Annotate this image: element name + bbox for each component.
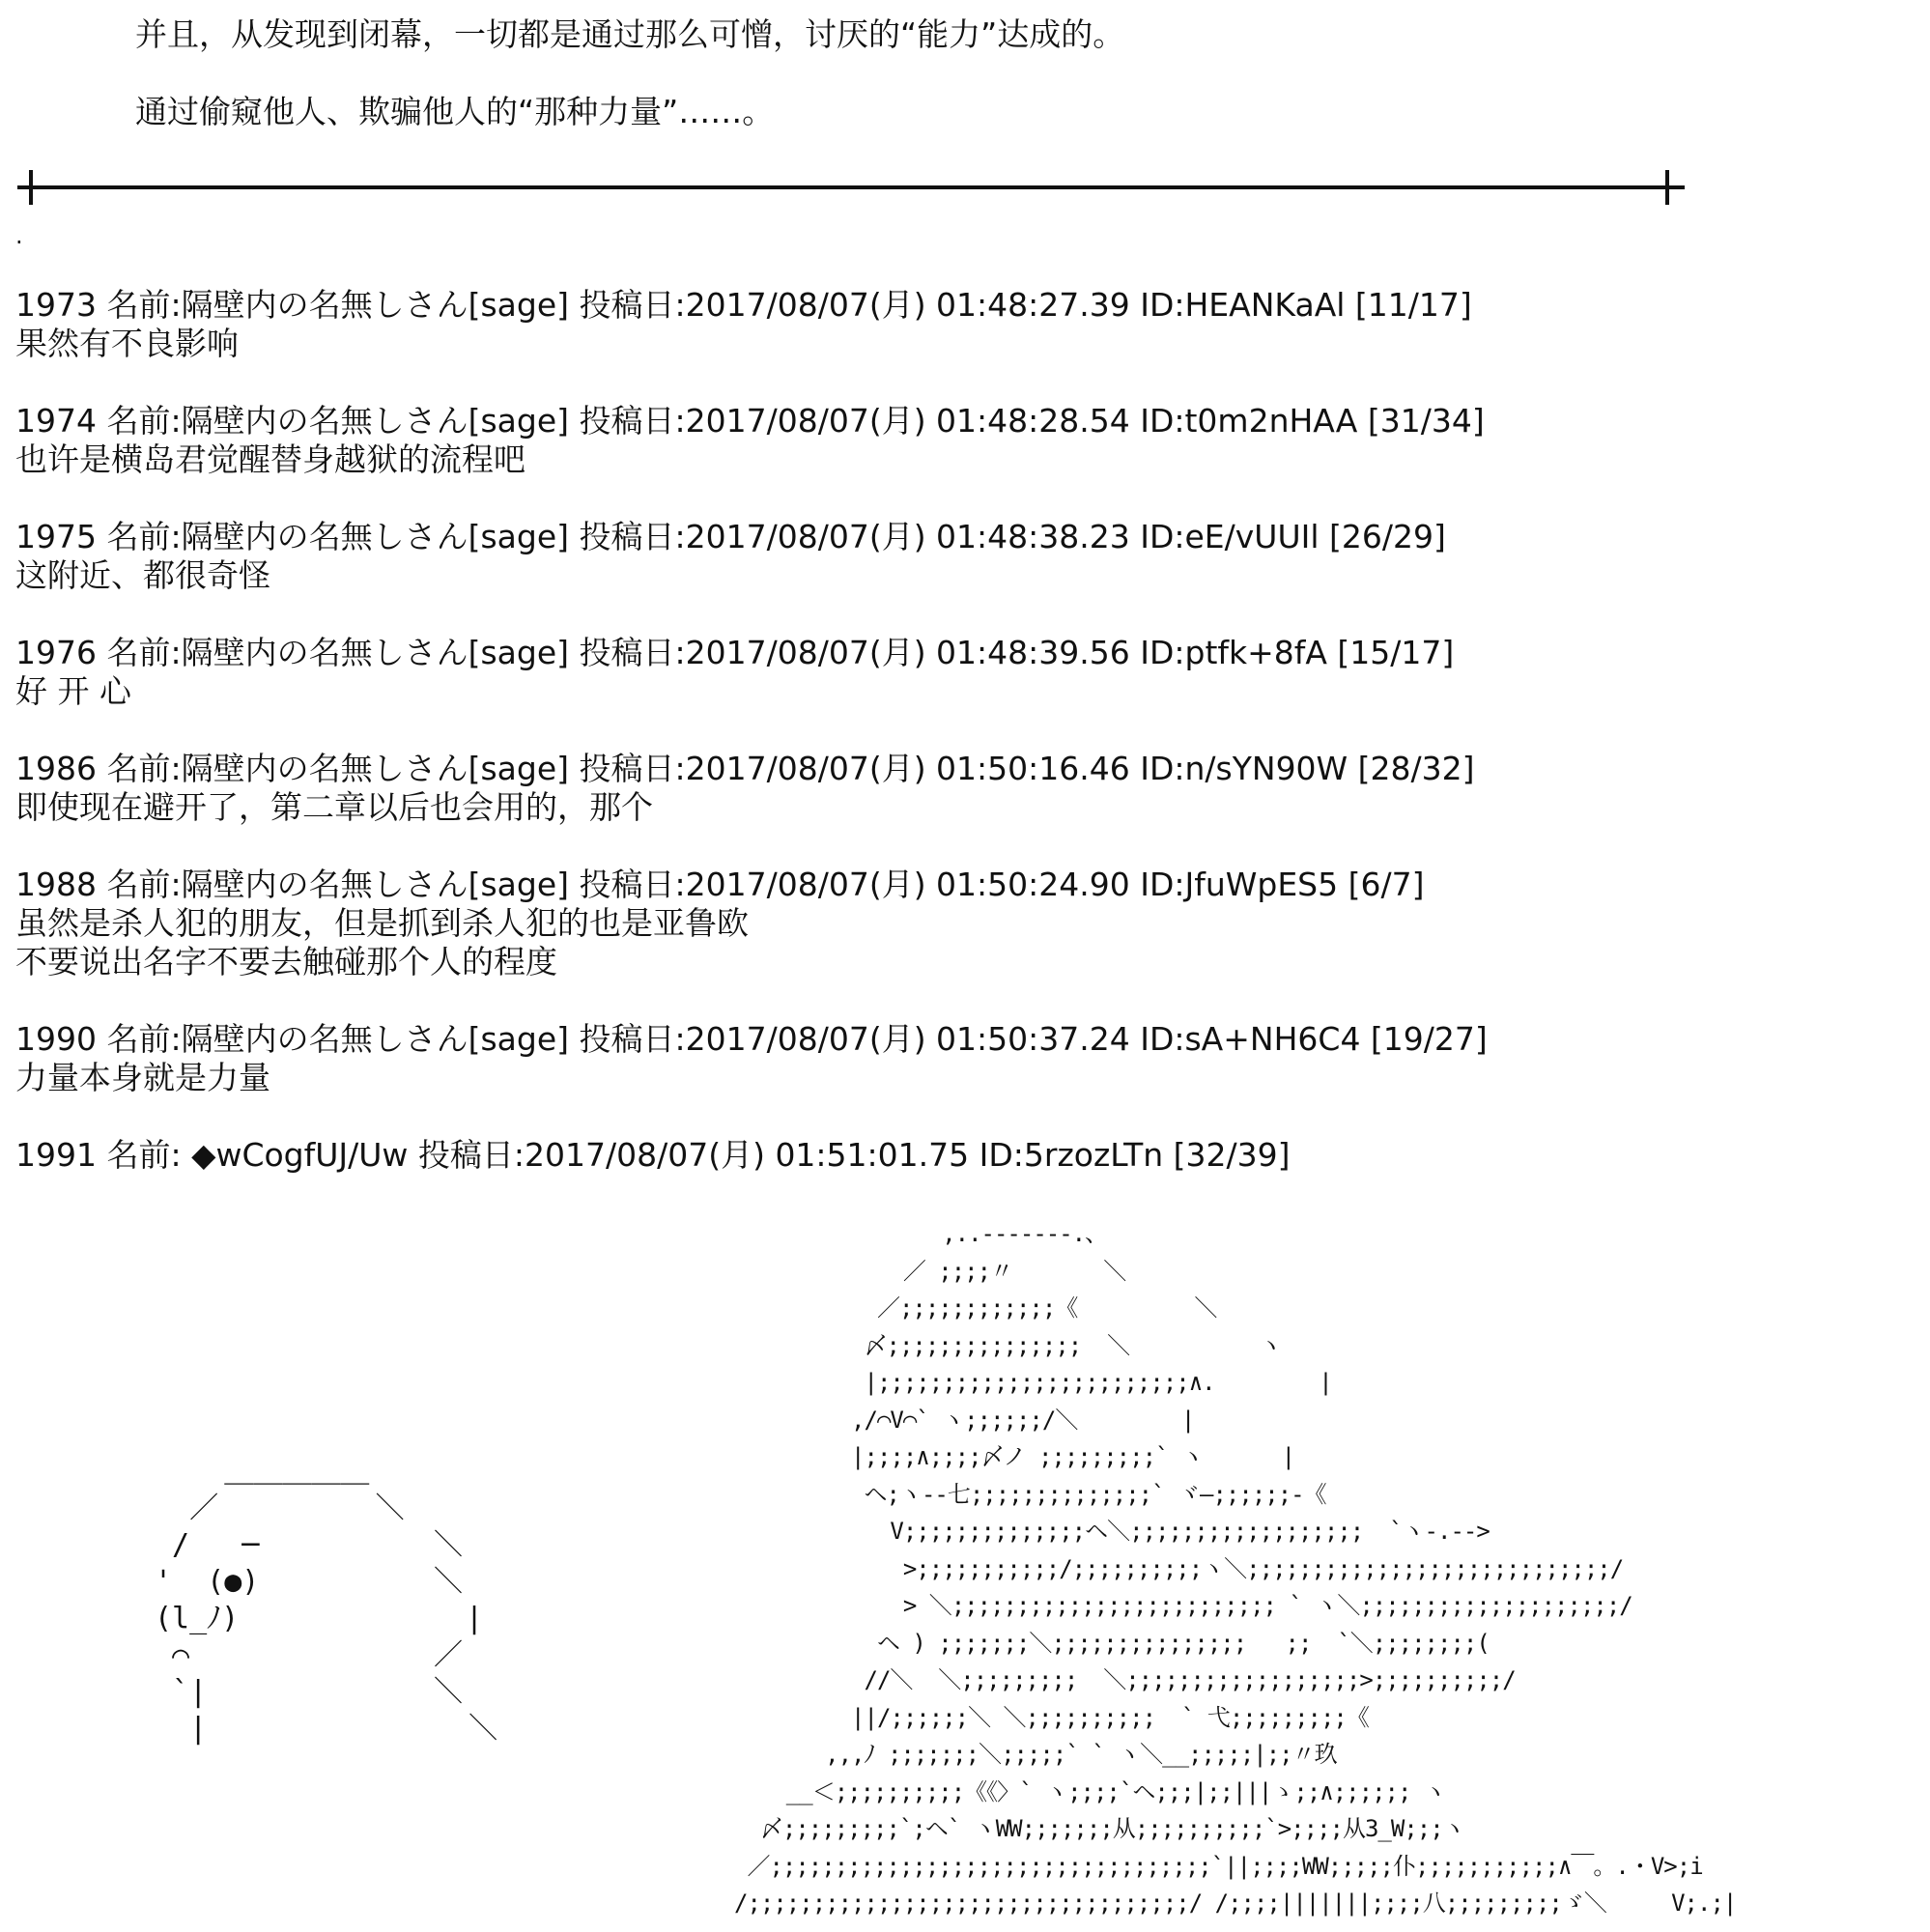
- post-body-line: 力量本身就是力量: [15, 1059, 270, 1096]
- post-1990: [15, 1020, 1488, 1097]
- post-body-line: 不要说出名字不要去触碰那个人的程度: [15, 943, 557, 980]
- post-body-line: 好 开 心: [15, 672, 131, 710]
- separator-left-cap: [29, 170, 33, 205]
- post-body-line: 即使现在避开了，第二章以后也会用的，那个: [15, 788, 653, 826]
- post-1988: [15, 866, 1424, 981]
- post-header: 1974 名前:隔壁内の名無しさん[sage] 投稿日:2017/08/07(月) 01:48:28.54 ID:t0m2nHAA [31/34]: [15, 402, 1485, 440]
- ascii-art-character-left: ＿＿＿＿＿ ／ ＼ / ─ ＼ ' (●) ＼ (l_ﾉ) | ⌒ ／ `| ＼ | ＼: [155, 1455, 498, 1746]
- post-body-line: 虽然是杀人犯的朋友，但是抓到杀人犯的也是亚鲁欧: [15, 904, 749, 942]
- narration-line-2: 通过偷窥他人、欺骗他人的“那种力量”……。: [135, 93, 775, 130]
- post-1973: [15, 286, 1472, 363]
- post-header: 1986 名前:隔壁内の名無しさん[sage] 投稿日:2017/08/07(月) 01:50:16.46 ID:n/sYN90W [28/32]: [15, 750, 1475, 787]
- post-header: 1991 名前: ◆wCogfUJ/Uw 投稿日:2017/08/07(月) 01:51:01.75 ID:5rzozLTn [32/39]: [15, 1136, 1291, 1174]
- horizontal-separator: [17, 185, 1685, 189]
- narration-line-1: 并且，从发现到闭幕，一切都是通过那么可憎，讨厌的“能力”达成的。: [135, 15, 1125, 53]
- separator-dot: .: [15, 222, 23, 249]
- post-header: 1973 名前:隔壁内の名無しさん[sage] 投稿日:2017/08/07(月) 01:48:27.39 ID:HEANKaAl [11/17]: [15, 286, 1472, 324]
- separator-right-cap: [1665, 170, 1669, 205]
- post-body-line: 果然有不良影响: [15, 325, 239, 362]
- post-1974: [15, 402, 1485, 479]
- ascii-art-character-right: ,..-‐-----.、 ／ ;;;;〃 ＼ ／;;;;;;;;;;;;《 ＼ 〆;;;;;;;;;;;;;;; ＼ ヽ |;;;;;;;;;;;;;;;;;;;;;;;;∧. | ,/⌒V⌒` ヽ;;;;;;/＼ | |;;;;∧;;;;〆ノ ;;;;;;;;;` ヽ | ヘ;ヽ-‐七;;;;;;;;;;;;;;` ヾ―;;;;;;-《 V;;;;;;;;;;;;;;ヘ＼;;;;;;;;;;;;;;;;;; `ヽ-.-‐> >;;;;;;;;;;;/;;;;;;;;;;ヽ＼;;;;;;;;;;;;;;;;;;;;;;;;;;;;/ > ＼;;;;;;;;;;;;;;;;;;;;;;;;; ` ヽ＼;;;;;;;;;;;;;;;;;;;;/ ヘ ) ;;;;;;;＼;;;;;;;;;;;;;;; ;; `＼;;;;;;;;( //＼ ＼;;;;;;;;; ＼;;;;;;;;;;;;;;;;;;>;;;;;;;;;;/ ||/;;;;;;＼ ＼;;;;;;;;;; ` 弋;;;;;;;;;《 ,,,ﾉ ;;;;;;;＼;;;;;` ` ヽ＼__;;;;;|;;〃玖 __＜;;;;;;;;;;《《〉` ヽ;;;;`ヘ;;;|;;|||ゝ;;∧;;;;;; ヽ 〆;;;;;;;;;`;ヘ` ヽWW;;;;;;;从;;;;;;;;;;`>;;;;从3_W;;;ヽ ／;;;;;;;;;;;;;;;;;;;;;;;;;;;;;;;;;;`||;;;;WW;;;;;仆;;;;;;;;;;;∧￣。.・V>;i /;;;;;;;;;;;;;;;;;;;;;;;;;;;;;;;;;;/ /;;;;|||||||;;;;八;;;;;;;;;ゞ＼ V;.;|: [734, 1220, 1737, 1917]
- post-header: 1990 名前:隔壁内の名無しさん[sage] 投稿日:2017/08/07(月) 01:50:37.24 ID:sA+NH6C4 [19/27]: [15, 1020, 1488, 1058]
- post-1976: [15, 634, 1454, 711]
- post-1991: [15, 1136, 1291, 1175]
- post-header: 1976 名前:隔壁内の名無しさん[sage] 投稿日:2017/08/07(月) 01:48:39.56 ID:ptfk+8fA [15/17]: [15, 634, 1455, 671]
- post-header: 1988 名前:隔壁内の名無しさん[sage] 投稿日:2017/08/07(月) 01:50:24.90 ID:JfuWpES5 [6/7]: [15, 866, 1425, 903]
- post-1975: [15, 518, 1446, 595]
- post-body-line: 这附近、都很奇怪: [15, 556, 270, 594]
- post-1986: [15, 750, 1475, 827]
- post-header: 1975 名前:隔壁内の名無しさん[sage] 投稿日:2017/08/07(月) 01:48:38.23 ID:eE/vUUIl [26/29]: [15, 518, 1446, 555]
- post-body-line: 也许是横岛君觉醒替身越狱的流程吧: [15, 440, 525, 478]
